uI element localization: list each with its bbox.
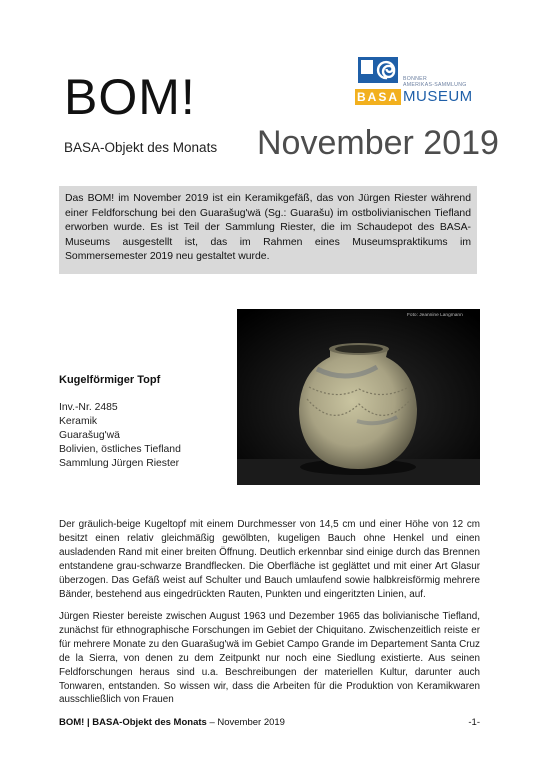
basa-museum-logo <box>355 55 495 105</box>
logo-museum: MUSEUM <box>403 88 473 105</box>
logo-small-text <box>403 76 498 88</box>
body-paragraph-1: Der gräulich-beige Kugeltopf mit einem Durchmesser von 14,5 cm und einer Höhe von 12 cm besitzt einen relativ gleichmäßig gewölbten, kugeligen Bauch ohne Henkel und einen ausladenden Rand mit einer breiten Öffnung. Deutlich erkennbar sind einige durch das Brennen entstandene grau-schwarze Brandflecken. Die Oberfläche ist geglättet und mit einer Art Glasur überzogen. Das Gefäß weist auf Schulter und Bauch umlaufend sowie halbkreisförmig mehrere Bänder, bestehend aus eingedrückten Rauten, Punkten und eingeritzten Linien, auf. <box>59 519 480 600</box>
object-details <box>59 401 181 471</box>
footer-month: – November 2019 <box>206 717 285 728</box>
logo-line-1: BONNER <box>403 76 427 82</box>
body-paragraph-2: Jürgen Riester bereiste zwischen August 1963 und Dezember 1965 das bolivianische Tiefland, zunächst für ethnographische Forschungen im Gebiet der Chiquitano. Zwischenzeitlich reiste er für mehrere Monate zu den Guarašug'wä im Gebiet Campo Grande im Departement Santa Cruz de la Sierra, von denen zu dem Zeitpunkt nur noch eine Siedlung existierte. Aus seinen Feldforschungen heraus sind u.a. Beschreibungen der materiellen Kultur, darunter auch Tonwaren, entstanden. So wissen wir, dass die Arbeiten für die Produktion von Keramikwaren ausschließlich von Frauen <box>59 611 480 706</box>
pot-photo <box>237 309 480 485</box>
intro-box: Das BOM! im November 2019 ist ein Keramikgefäß, das von Jürgen Riester während einer Feldforschung bei den Guarašug'wä (Sg.: Guarašu) im ostbolivianischen Tiefland erworben wurde. Es ist Teil der Sammlung Riester, die im Schaudepot des BASA-Museums ausgestellt ist, das im Rahmen eines Museumspraktikums im Sommersemester 2019 neu gestaltet wurde. <box>59 186 477 274</box>
detail-people: Guarašug'wä <box>59 430 120 441</box>
bom-title: BOM! <box>64 69 196 125</box>
detail-material: Keramik <box>59 416 98 427</box>
footer-bold: BOM! | BASA-Objekt des Monats <box>59 717 207 728</box>
page-footer <box>59 717 480 728</box>
photo-credit: Foto: Jeannine Langmann <box>407 313 463 318</box>
spiral-logo-icon <box>355 55 401 85</box>
logo-basa: BASA <box>356 90 399 104</box>
bom-subtitle: BASA-Objekt des Monats <box>64 140 218 155</box>
detail-region: Bolivien, östliches Tiefland <box>59 444 181 455</box>
object-title: Kugelförmiger Topf <box>59 374 161 386</box>
month-heading: November 2019 <box>257 124 499 162</box>
detail-collection: Sammlung Jürgen Riester <box>59 458 180 469</box>
logo-line-2: AMERIKAS-SAMMLUNG <box>403 82 467 88</box>
detail-inv-nr: Inv.-Nr. 2485 <box>59 402 118 413</box>
page-number: -1- <box>468 717 480 728</box>
